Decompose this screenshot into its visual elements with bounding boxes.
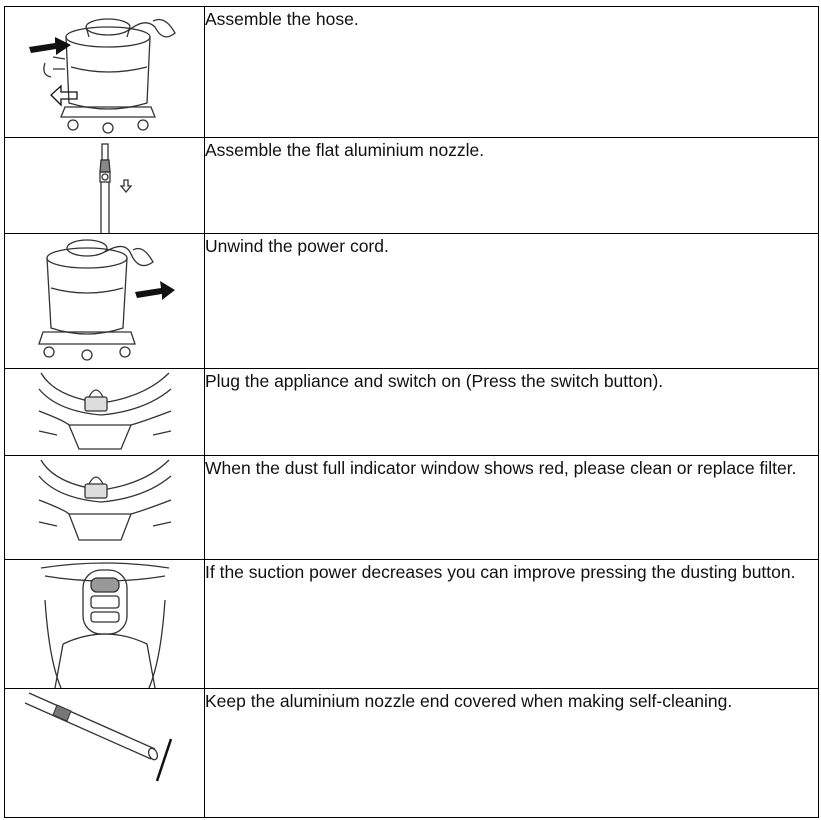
step-image-cell <box>5 560 205 689</box>
step-row <box>5 234 819 369</box>
nozzle-cover-illustration <box>5 689 204 817</box>
vacuum-hose-assembly-illustration <box>5 7 204 137</box>
step-text: Unwind the power cord. <box>205 234 819 369</box>
step-image-cell <box>5 7 205 138</box>
flat-nozzle-illustration <box>5 138 204 233</box>
step-text: If the suction power decreases you can improve pressing the dusting button. <box>205 560 819 689</box>
step-text: When the dust full indicator window shows red, please clean or replace filter. <box>205 456 819 560</box>
step-row <box>5 456 819 560</box>
step-row <box>5 560 819 689</box>
step-image-cell <box>5 234 205 369</box>
step-text: Plug the appliance and switch on (Press the switch button). <box>205 369 819 456</box>
step-row <box>5 689 819 818</box>
instruction-table <box>4 6 819 818</box>
step-row <box>5 138 819 234</box>
step-image-cell <box>5 369 205 456</box>
dust-indicator-illustration <box>5 456 204 559</box>
power-cord-illustration <box>5 234 204 368</box>
dusting-button-illustration <box>5 560 204 688</box>
step-row <box>5 7 819 138</box>
step-row <box>5 369 819 456</box>
step-text: Keep the aluminium nozzle end covered when making self-cleaning. <box>205 689 819 818</box>
step-text: Assemble the flat aluminium nozzle. <box>205 138 819 234</box>
step-text: Assemble the hose. <box>205 7 819 138</box>
step-image-cell <box>5 689 205 818</box>
switch-button-illustration <box>5 369 204 455</box>
step-image-cell <box>5 138 205 234</box>
step-image-cell <box>5 456 205 560</box>
